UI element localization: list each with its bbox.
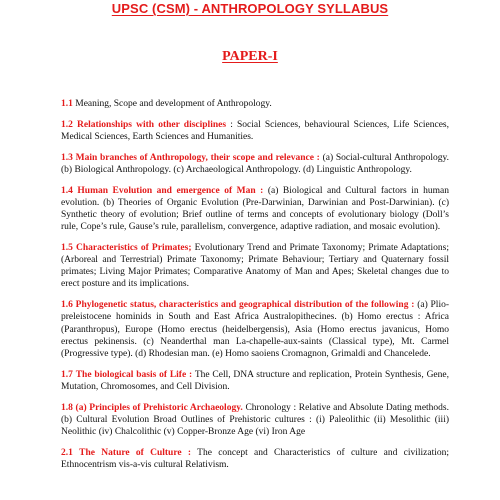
section-heading: Main branches of Anthropology, their scope and relevance :	[75, 152, 320, 163]
section-body: (a) Biological and Cultural factors in human evolution. (b) Theories of Organic Evolution (Pre-Darwinian, Darwinian and Post-Darwinian). (c) Synthetic theory of evolution; Brief outline of terms and concepts of evolutionary biology (Doll’s rule, Cope’s rule, Gause’s rule, parallelism, convergence, adaptive radiation, and mosaic evolution).	[61, 185, 449, 233]
section-1-6	[61, 299, 449, 360]
section-2-1	[61, 447, 449, 471]
section-1-3	[61, 152, 449, 176]
section-number: 1.6	[61, 300, 73, 311]
section-heading: Relationships with other disciplines	[77, 119, 227, 130]
section-number: 1.3	[61, 152, 73, 163]
section-1-7	[61, 369, 449, 393]
section-number: 1.5	[61, 242, 73, 253]
section-number: 2.1	[61, 447, 73, 458]
section-number: 1.2	[61, 119, 73, 130]
section-heading: Phylogenetic status, characteristics and geographical distribution of the following :	[75, 300, 415, 311]
section-heading: Human Evolution and emergence of Man :	[77, 185, 264, 196]
section-heading: The biological basis of Life :	[75, 369, 193, 380]
section-1-2	[61, 119, 449, 143]
section-number: 1.1	[61, 99, 73, 109]
section-body: Evolutionary Trend and Primate Taxonomy; Primate Adaptations; (Arboreal and Terrestrial) Primate Taxonomy; Primate Behaviour; Tertiary and Quaternary fossil primates; Living Major Primates; Comparative Anatomy of Man and Apes; Skeletal changes due to erect posture and its implications.	[61, 242, 449, 290]
section-1-8	[61, 402, 449, 439]
paper-heading: PAPER-I	[222, 49, 278, 64]
section-body: (a) Plio-preleistocene hominids in South and East Africa Australopithecines. (b) Homo erectus : Africa (Paranthropus), Europe (Homo erectus (heidelbergensis), Asia (Homo erectus javanicus, Homo erectus pekinensis. (c) Neanderthal man La-chapelle-aux-saints (Classical type), Mt. Carmel (Progressive type). (d) Rhodesian man. (e) Homo saoiens Cromagnon, Grimaldi and Chancelede.	[61, 300, 450, 359]
syllabus-sections	[61, 98, 449, 480]
section-body: The concept and Characteristics of culture and civilization; Ethnocentrism vis-a-vis cultural Relativism.	[61, 447, 449, 470]
section-1-1	[61, 98, 449, 110]
section-number: 1.7	[61, 369, 73, 380]
section-number: 1.4	[61, 185, 73, 196]
document-title: UPSC (CSM) - ANTHROPOLOGY SYLLABUS	[111, 1, 389, 16]
section-body: The Cell, DNA structure and replication, Protein Synthesis, Gene, Mutation, Chromosomes, and Cell Division.	[61, 369, 449, 392]
section-heading: (a) Principles of Prehistoric Archaeology.	[75, 402, 243, 413]
section-body: Meaning, Scope and development of Anthropology.	[75, 99, 272, 109]
section-1-5	[61, 242, 449, 291]
section-number: 1.8	[61, 402, 73, 413]
section-body: (a) Social-cultural Anthropology. (b) Biological Anthropology. (c) Archaeological Anthropology. (d) Linguistic Anthropology.	[61, 152, 450, 175]
section-body: Chronology : Relative and Absolute Dating methods. (b) Cultural Evolution Broad Outlines of Prehistoric cultures : (i) Paleolithic (ii) Mesolithic (iii) Neolithic (iv) Chalcolithic (v) Copper-Bronze Age (vi) Iron Age	[61, 402, 449, 437]
section-heading: The Nature of Culture :	[79, 447, 192, 458]
section-heading: Characteristics of Primates;	[76, 242, 192, 253]
section-1-4	[61, 185, 449, 234]
section-body: : Social Sciences, behavioural Sciences, Life Sciences, Medical Sciences, Earth Sciences and Humanities.	[61, 119, 450, 142]
